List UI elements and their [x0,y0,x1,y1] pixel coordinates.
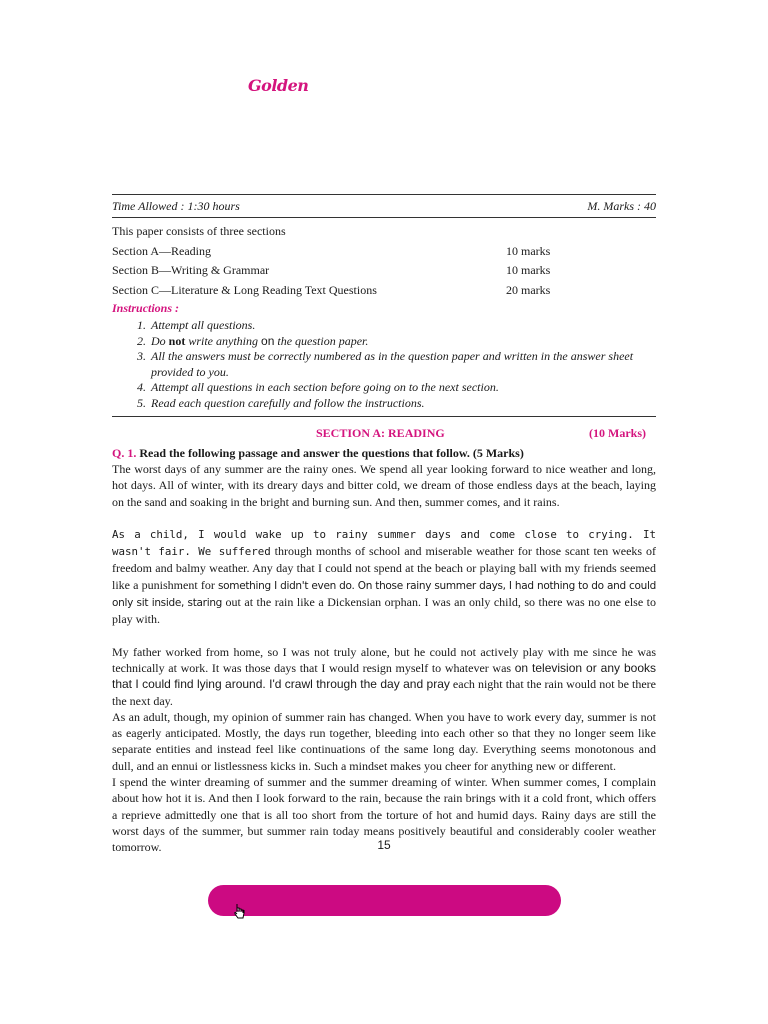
paper-intro: This paper consists of three sections [112,224,286,238]
exam-page [112,194,656,856]
exam-meta [112,195,656,217]
section-row [112,261,656,281]
section-marks: 10 marks [506,263,551,277]
meta-divider [112,217,656,218]
passage-paragraph-1: The worst days of any summer are the rainy ones. We spend all year looking forward to nice weather and long, hot days. All of winter, with its dreary days and bitter cold, we dream of those endless days at the beach, laying on the sand and soaking in the bright and burning sun. And then, summer comes, and it rains. [112,462,656,509]
instructions-list [112,318,656,411]
passage-paragraph-4: As an adult, though, my opinion of summer rain has changed. When you have to work every day, summer is not as eagerly anticipated. Mostly, the days run together, bleeding into each other so that they no longer seem like separate entities and instead feel like continuations of the same long day. Everything seems monotonous and dull, and an ennui or listlessness kicks in. Such a mindset makes you cheer for anything new or different. [112,709,656,773]
instructions-heading: Instructions : [112,301,180,315]
section-name: Section B—Writing & Grammar [112,263,270,277]
passage-text: each night that the rain would not be there the next day. [112,677,656,708]
instruction-item: 3. All the answers must be correctly numbered as in the question paper and written in the answer sheet provided to you. [149,349,656,380]
question-text: Read the following passage and answer the questions that follow. (5 Marks) [139,446,524,460]
instruction-text: the question paper. [274,333,369,348]
page-number: 15 [377,838,391,852]
section-marks: 20 marks [506,282,551,297]
instruction-item: 5. Read each question carefully and follow the instructions. [149,396,656,412]
instruction-text: on [261,333,275,348]
passage-text: through months of school and miserable weather for those scant ten weeks of freedom and balmy weather. Any day that I could not spend at the beach or playing ball with my friends seemed like a punishment for [112,544,656,592]
section-name: Section C—Literature & Long Reading Text Questions [112,282,377,297]
hand-cursor-icon [233,903,245,919]
passage-text: on television or any books that I could find lying around. I'd crawl through the day and pray [112,660,656,692]
instruction-item: 4. Attempt all questions in each section before going on to the next section. [149,380,656,396]
section-a-heading [112,423,656,443]
section-name: Section A—Reading [112,243,211,258]
footer-bar [208,885,561,916]
passage-text: My father worked from home, so I was not truly alone, but he could not actively play with me since he was technically at work. It was those days that I would resign myself to whatever was [112,644,656,675]
question-number: Q. 1. [112,446,137,460]
instruction-emphasis: not [168,333,186,348]
passage-text: out at the rain like a Dickensian orphan. I was an only child, so there was no one else to play with. [112,595,656,627]
section-divider [112,416,656,417]
brand-logo: Golden [248,76,309,95]
section-marks-total: (10 Marks) [589,426,646,440]
instruction-text: Do [151,333,169,348]
passage-paragraph-2 [112,526,656,628]
instruction-item: 1. Attempt all questions. [149,318,656,334]
section-title: SECTION A: READING [316,426,445,440]
max-marks: M. Marks : 40 [587,199,656,213]
passage-paragraph-3 [112,644,656,709]
instruction-item [149,334,656,350]
section-row [112,242,656,262]
time-allowed: Time Allowed : 1:30 hours [112,199,240,213]
instruction-text: write anything [185,333,262,348]
section-row [112,281,656,301]
passage-text: As a child, I would wake up to rainy summer days and come close to crying. It wasn't fair. We suffered [112,527,656,559]
section-marks: 10 marks [506,243,551,258]
passage-paragraph-5: I spend the winter dreaming of summer and the summer dreaming of winter. When summer comes, I complain about how hot it is. And then I look forward to the rain, because the rain brings with it a cold front, which offers a reprieve admittedly one that is all too short from the torture of hot and humid days. Rainy days are still the worst days of the summer, but summer rain today means positively beautiful and considerably cooler weather tomorrow. [112,775,656,855]
passage-text: something I didn't even do. On those rainy summer days, I had nothing to do and could only sit inside, staring [112,579,656,610]
question-1 [112,445,656,461]
